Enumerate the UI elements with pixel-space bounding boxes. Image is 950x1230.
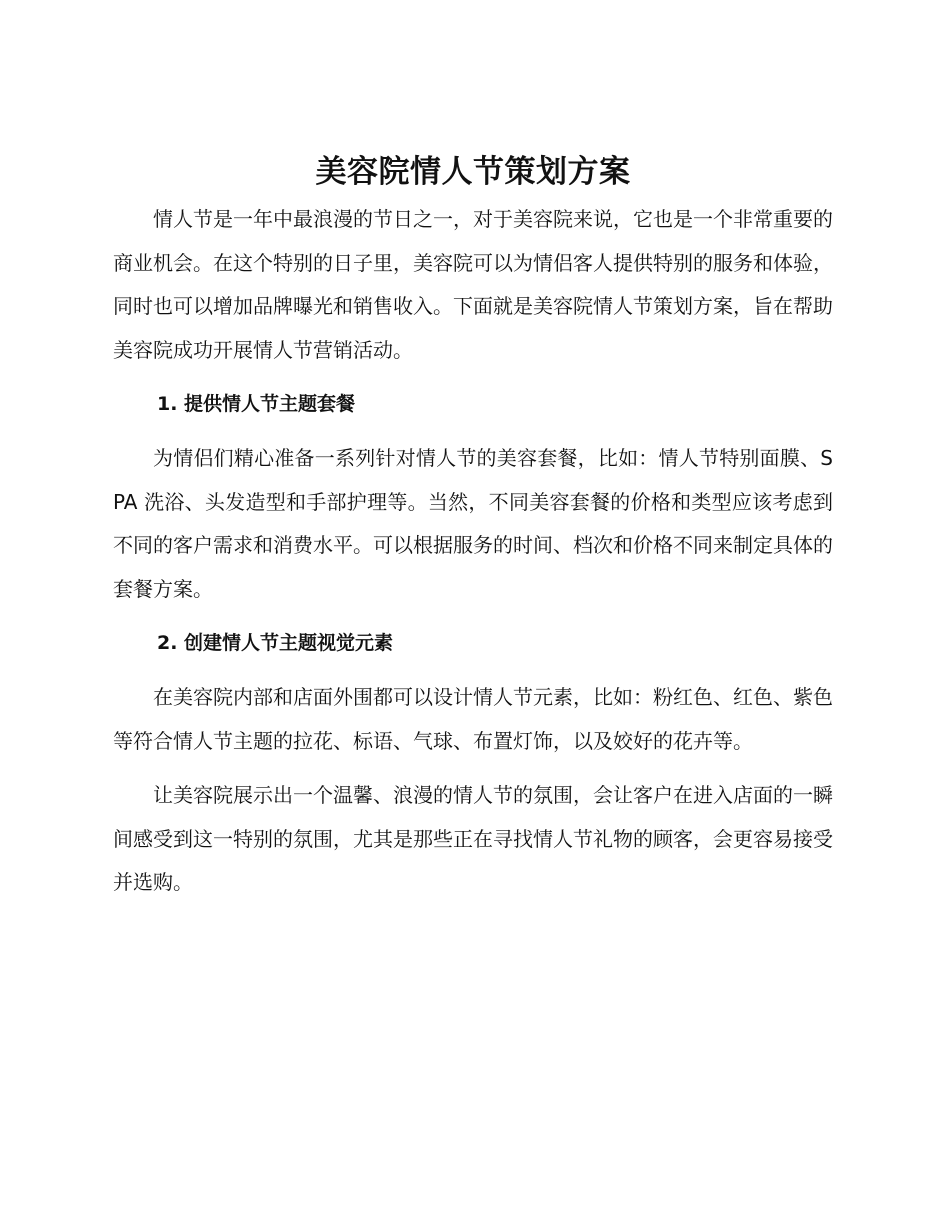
section-heading-2: 2. 创建情人节主题视觉元素 xyxy=(157,632,394,654)
intro-paragraph: 情人节是一年中最浪漫的节日之一，对于美容院来说，它也是一个非常重要的商业机会。在这个特别的日子里，美容院可以为情侣客人提供特别的服务和体验，同时也可以增加品牌曝光和销售收入。下面就是美容院情人节策划方案，旨在帮助美容院成功开展情人节营销活动。 xyxy=(113,207,833,362)
document-page xyxy=(113,150,833,905)
section-2-paragraph-1: 在美容院内部和店面外围都可以设计情人节元素，比如：粉红色、红色、紫色等符合情人节主题的拉花、标语、气球、布置灯饰，以及姣好的花卉等。 xyxy=(113,685,833,753)
paragraph-gap xyxy=(113,763,833,774)
section-1-paragraph-1: 为情侣们精心准备一系列针对情人节的美容套餐，比如：情人节特别面膜、SPA 洗浴、头发造型和手部护理等。当然，不同美容套餐的价格和类型应该考虑到不同的客户需求和消费水平。可以根据服务的时间、档次和价格不同来制定具体的套餐方案。 xyxy=(113,446,833,601)
section-heading-1: 1. 提供情人节主题套餐 xyxy=(157,393,356,415)
document-title: 美容院情人节策划方案 xyxy=(315,154,631,190)
section-2-paragraph-2: 让美容院展示出一个温馨、浪漫的情人节的氛围，会让客户在进入店面的一瞬间感受到这一特别的氛围，尤其是那些正在寻找情人节礼物的顾客，会更容易接受并选购。 xyxy=(113,783,833,894)
